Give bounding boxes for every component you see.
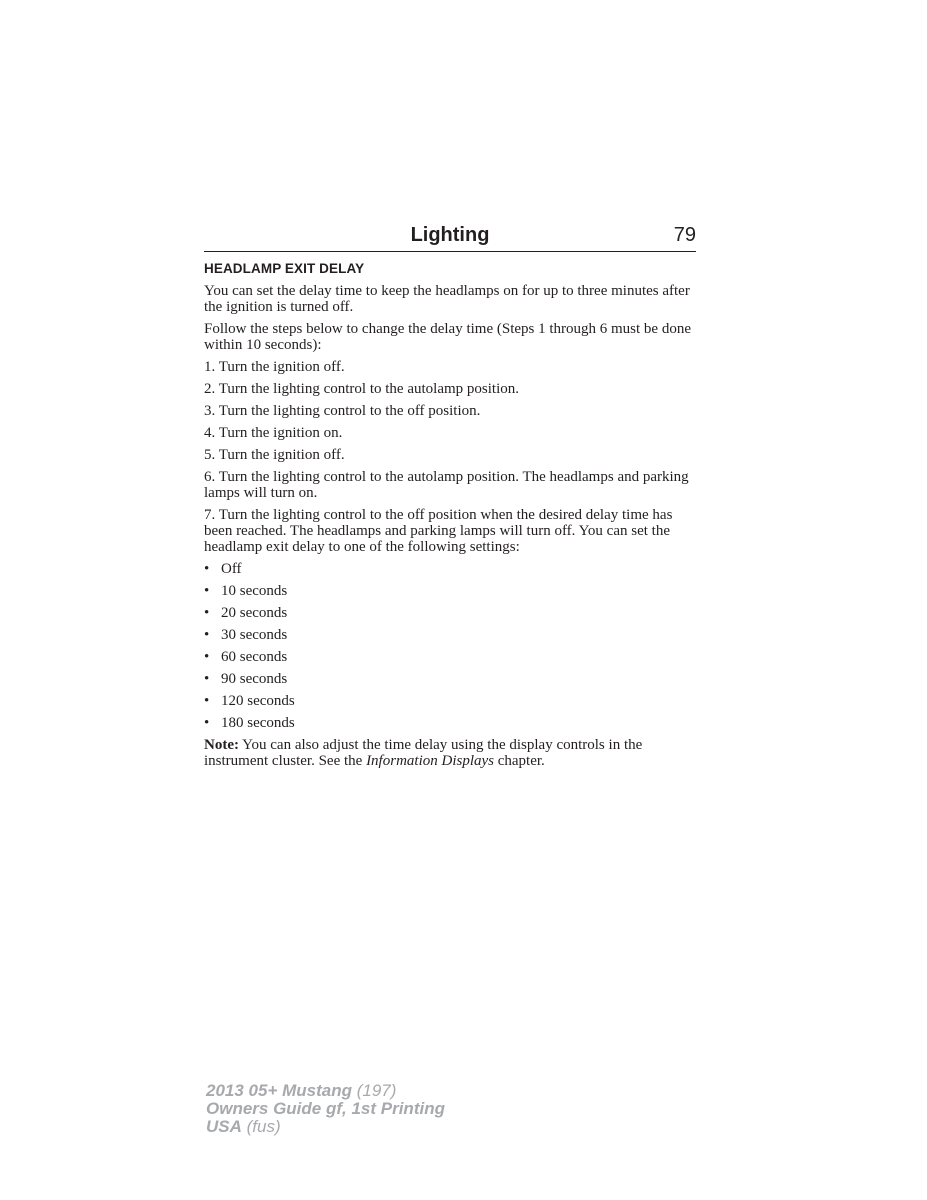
print-footer bbox=[206, 1082, 445, 1136]
settings-list bbox=[204, 561, 700, 731]
step-item: 5. Turn the ignition off. bbox=[204, 447, 345, 463]
intro-paragraph: You can set the delay time to keep the headlamps on for up to three minutes after the ignition is turned off. bbox=[204, 283, 690, 315]
setting-label: 10 seconds bbox=[221, 583, 288, 599]
settings-list-item bbox=[204, 693, 700, 709]
note-label: Note: bbox=[204, 737, 239, 753]
section-heading: HEADLAMP EXIT DELAY bbox=[204, 261, 365, 276]
bullet-icon: • bbox=[204, 627, 210, 643]
bullet-icon: • bbox=[204, 605, 210, 621]
bullet-icon: • bbox=[204, 715, 210, 731]
page-number: 79 bbox=[673, 224, 696, 246]
setting-label: 30 seconds bbox=[221, 627, 288, 643]
note-text: You can also adjust the time delay using the display controls in the instrument cluster. See the bbox=[204, 737, 643, 769]
bullet-icon: • bbox=[204, 693, 210, 709]
footer-model: 2013 05+ Mustang bbox=[206, 1081, 352, 1100]
setting-label: 20 seconds bbox=[221, 605, 288, 621]
bullet-icon: • bbox=[204, 583, 210, 599]
chapter-reference: Information Displays bbox=[366, 753, 494, 769]
settings-list-item bbox=[204, 715, 700, 731]
settings-list-item bbox=[204, 561, 700, 577]
footer-model-code: (197) bbox=[352, 1081, 397, 1100]
settings-list-item bbox=[204, 605, 700, 621]
footer-market: USA bbox=[206, 1117, 242, 1136]
footer-line-market bbox=[206, 1118, 445, 1136]
settings-list-item bbox=[204, 671, 700, 687]
settings-list-item bbox=[204, 627, 700, 643]
note-text-end: chapter. bbox=[493, 753, 545, 769]
footer-market-code: (fus) bbox=[241, 1117, 281, 1136]
setting-label: 60 seconds bbox=[221, 649, 288, 665]
step-item: 3. Turn the lighting control to the off position. bbox=[204, 403, 481, 419]
footer-line-model bbox=[206, 1082, 445, 1100]
setting-label: 90 seconds bbox=[221, 671, 288, 687]
setting-label: 180 seconds bbox=[221, 715, 295, 731]
bullet-icon: • bbox=[204, 649, 210, 665]
section-title: Lighting bbox=[410, 224, 490, 246]
settings-list-item bbox=[204, 649, 700, 665]
footer-line-guide: Owners Guide gf, 1st Printing bbox=[206, 1099, 445, 1118]
main-content bbox=[204, 261, 700, 775]
setting-label: 120 seconds bbox=[221, 693, 295, 709]
step-item: 2. Turn the lighting control to the autolamp position. bbox=[204, 381, 519, 397]
note-paragraph bbox=[204, 737, 700, 769]
step-item: 1. Turn the ignition off. bbox=[204, 359, 345, 375]
page-header bbox=[204, 222, 696, 252]
step-item: 7. Turn the lighting control to the off position when the desired delay time has been reached. The headlamps and parking lamps will turn off. You can set the headlamp exit delay to one of the following settings: bbox=[204, 507, 673, 555]
settings-list-item bbox=[204, 583, 700, 599]
step-item: 6. Turn the lighting control to the autolamp position. The headlamps and parking lamps will turn on. bbox=[204, 469, 689, 501]
bullet-icon: • bbox=[204, 671, 210, 687]
step-item: 4. Turn the ignition on. bbox=[204, 425, 343, 441]
bullet-icon: • bbox=[204, 561, 210, 577]
steps-intro-paragraph: Follow the steps below to change the delay time (Steps 1 through 6 must be done within 10 seconds): bbox=[204, 321, 692, 353]
setting-label: Off bbox=[221, 561, 242, 577]
